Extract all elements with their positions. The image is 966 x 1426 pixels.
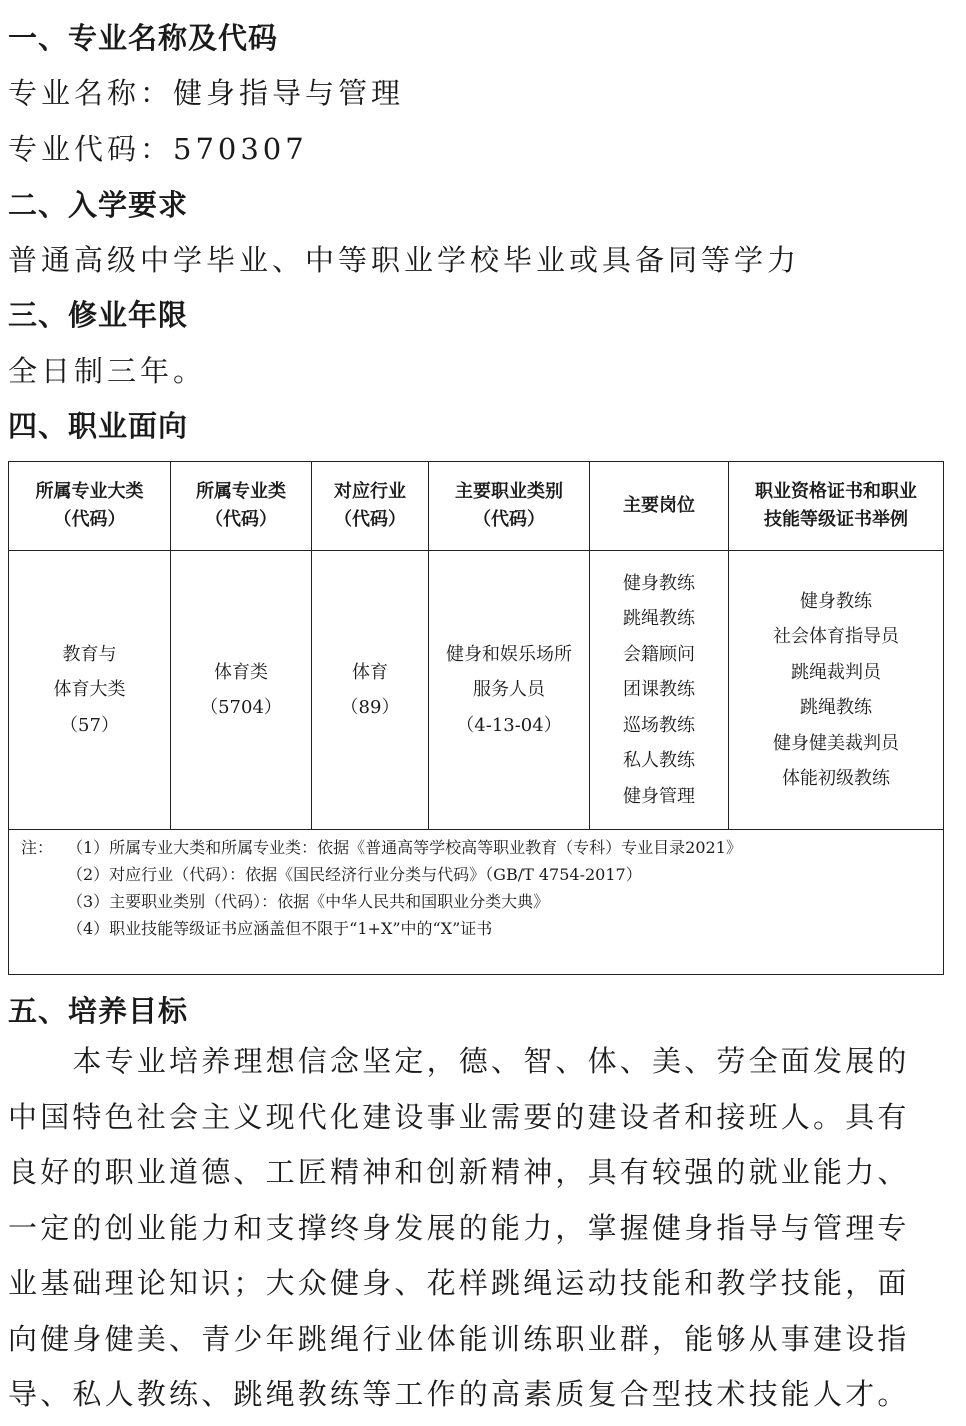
paragraph-line: 良好的职业道德、工匠精神和创新精神，具有较强的就业能力、 <box>8 1155 910 1189</box>
header-cell: 职业资格证书和职业 技能等级证书举例 <box>729 462 944 551</box>
header-cell: 对应行业 （代码） <box>312 462 429 551</box>
table-cell: 体育 （89） <box>312 551 429 830</box>
note-item: （4）职业技能等级证书应涵盖但不限于“1+X”中的“X”证书 <box>67 919 493 938</box>
admission-requirement: 普通高级中学毕业、中等职业学校毕业或具备同等学力 <box>8 243 801 277</box>
note-label: 注： <box>21 838 54 857</box>
header-cell: 所属专业大类 （代码） <box>9 462 171 551</box>
note-item: （3）主要职业类别（代码）：依据《中华人民共和国职业分类大典》 <box>67 892 550 911</box>
paragraph-line: 向健身健美、青少年跳绳行业体能训练职业群，能够从事建设指 <box>8 1321 910 1356</box>
table-cell: 健身和娱乐场所 服务人员 （4-13-04） <box>429 551 590 830</box>
table-cell: 健身教练 跳绳教练 会籍顾问 团课教练 巡场教练 私人教练 健身管理 <box>590 551 729 830</box>
table-header-row <box>9 462 944 551</box>
paragraph-line: 导、私人教练、跳绳教练等工作的高素质复合型技术技能人才。 <box>8 1377 910 1411</box>
table-cell: 教育与 体育大类 （57） <box>9 551 171 830</box>
paragraph-line: 业基础理论知识；大众健身、花样跳绳运动技能和教学技能，面 <box>8 1266 910 1300</box>
study-duration: 全日制三年。 <box>8 354 207 388</box>
section-heading-3: 三、修业年限 <box>8 298 189 332</box>
note-item: （2）对应行业（代码）：依据《国民经济行业分类与代码》（GB/T 4754-2017） <box>67 865 642 884</box>
table-notes <box>9 830 944 975</box>
table-cell: 健身教练 社会体育指导员 跳绳裁判员 跳绳教练 健身健美裁判员 体能初级教练 <box>729 551 944 830</box>
major-name: 专业名称：健身指导与管理 <box>8 76 405 110</box>
table-notes-row <box>9 830 944 975</box>
training-objective-paragraph <box>8 1034 938 1423</box>
section-heading-1: 一、专业名称及代码 <box>8 21 279 55</box>
paragraph-line: 一定的创业能力和支撑终身发展的能力，掌握健身指导与管理专 <box>8 1210 910 1245</box>
occupation-table <box>8 461 944 975</box>
table-row <box>9 551 944 830</box>
paragraph-line: 本专业培养理想信念坚定，德、智、体、美、劳全面发展的 <box>8 1044 910 1078</box>
section-heading-2: 二、入学要求 <box>8 188 189 222</box>
table-cell: 体育类 （5704） <box>171 551 312 830</box>
header-cell: 主要职业类别 （代码） <box>429 462 590 551</box>
header-cell: 所属专业类 （代码） <box>171 462 312 551</box>
major-code: 专业代码：570307 <box>8 132 308 166</box>
section-heading-4: 四、职业面向 <box>8 409 189 443</box>
note-item: （1）所属专业大类和所属专业类：依据《普通高等学校高等职业教育（专科）专业目录2021》 <box>67 838 742 857</box>
paragraph-line: 中国特色社会主义现代化建设事业需要的建设者和接班人。具有 <box>8 1099 910 1134</box>
header-cell: 主要岗位 <box>590 462 729 551</box>
section-heading-5: 五、培养目标 <box>8 994 189 1028</box>
